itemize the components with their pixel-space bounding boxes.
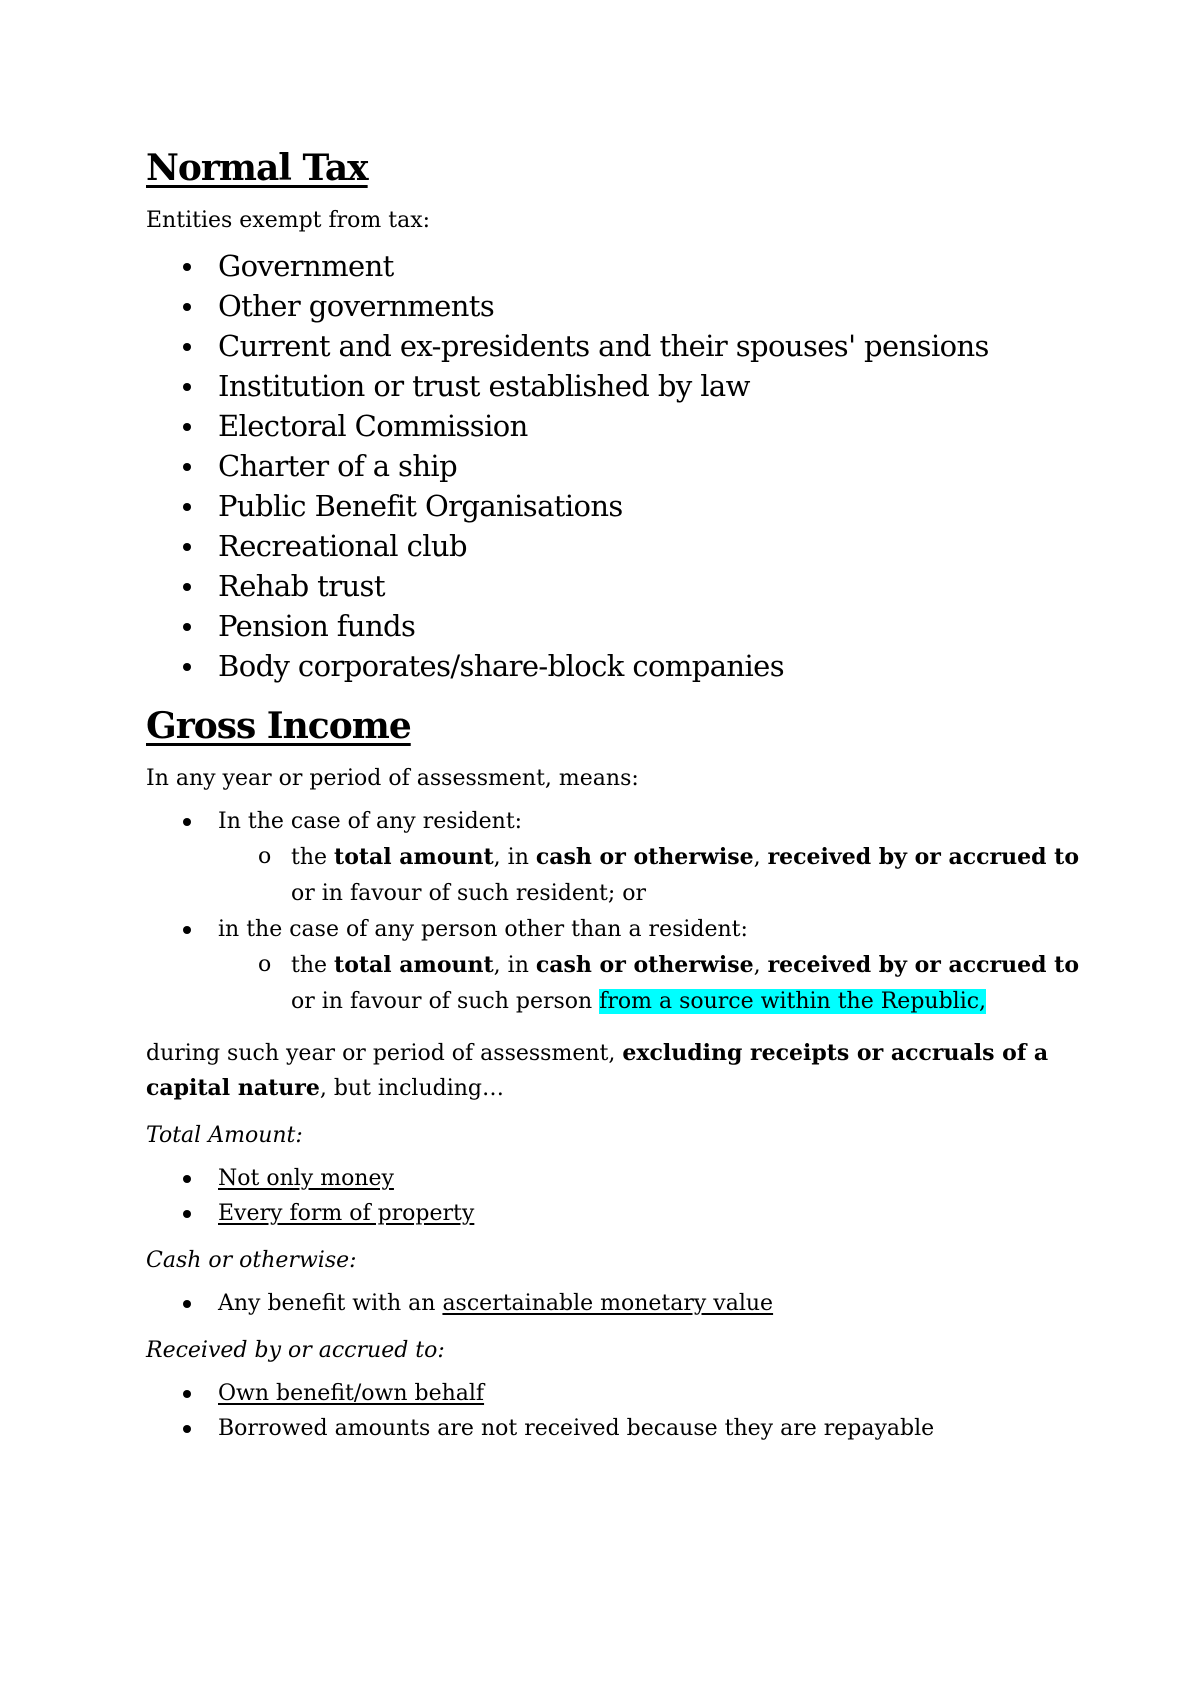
highlighted-source-text: from a source within the Republic, [599, 989, 987, 1014]
list-item-resident [218, 804, 1080, 912]
list-item: Other governments [218, 286, 1080, 326]
list-item: Current and ex-presidents and their spouses' pensions [218, 326, 1080, 366]
list-item [218, 1196, 1080, 1231]
bold-excluding-capital: excluding receipts or accruals of a capital nature [146, 1040, 1049, 1101]
bold-cash-or-otherwise: cash or otherwise [535, 952, 754, 978]
cash-or-otherwise-list [146, 1286, 1080, 1321]
list-item: Recreational club [218, 526, 1080, 566]
list-item: Electoral Commission [218, 406, 1080, 446]
exempt-entities-intro: Entities exempt from tax: [146, 208, 431, 233]
text-run: Any benefit with an [218, 1291, 443, 1316]
text-run: , but including… [319, 1076, 505, 1101]
exempt-entities-list [146, 246, 1080, 686]
non-resident-definition [291, 947, 1080, 1020]
bold-total-amount: total amount [334, 844, 494, 870]
list-item-non-resident [218, 912, 1080, 1020]
list-item: Institution or trust established by law [218, 366, 1080, 406]
label-received-by: Received by or accrued to: [146, 1338, 445, 1363]
list-item: Public Benefit Organisations [218, 486, 1080, 526]
closing-paragraph [146, 1036, 1080, 1106]
bold-received-by: received by or accrued to [767, 952, 1079, 978]
gross-income-intro: In any year or period of assessment, means: [146, 766, 639, 791]
list-item: Body corporates/share-block companies [218, 646, 1080, 686]
list-item: Charter of a ship [218, 446, 1080, 486]
resident-sublist [218, 839, 1080, 912]
label-cash-or-otherwise: Cash or otherwise: [146, 1248, 357, 1273]
text-run: , in [493, 845, 536, 870]
list-item: Rehab trust [218, 566, 1080, 606]
non-resident-sublist [218, 947, 1080, 1020]
list-item: Government [218, 246, 1080, 286]
list-item: Borrowed amounts are not received because they are repayable [218, 1411, 1080, 1446]
heading-gross-income: Gross Income [146, 705, 411, 747]
text-run: or in favour of such resident; or [291, 881, 647, 906]
underlined-text: Not only money [218, 1166, 394, 1191]
underlined-text: Every form of property [218, 1201, 475, 1226]
received-by-list [146, 1376, 1080, 1446]
underlined-text: ascertainable monetary value [442, 1291, 774, 1316]
list-item [218, 1376, 1080, 1411]
list-item [218, 1286, 1080, 1321]
text-run: or in favour of such person [291, 989, 600, 1014]
non-resident-label: in the case of any person other than a resident: [218, 917, 748, 942]
text-run: , [753, 953, 768, 978]
bold-received-by: received by or accrued to [767, 844, 1079, 870]
text-run: , in [493, 953, 536, 978]
list-item [218, 1161, 1080, 1196]
label-total-amount: Total Amount: [146, 1123, 303, 1148]
text-run: during such year or period of assessment, [146, 1041, 623, 1066]
text-run: , [753, 845, 768, 870]
resident-label: In the case of any resident: [218, 809, 523, 834]
resident-definition [291, 839, 1080, 912]
gross-income-definition-list [146, 804, 1080, 1020]
underlined-text: Own benefit/own behalf [218, 1381, 485, 1406]
text-run: the [291, 845, 335, 870]
heading-normal-tax: Normal Tax [146, 147, 368, 189]
list-item: Pension funds [218, 606, 1080, 646]
bold-total-amount: total amount [334, 952, 494, 978]
bold-cash-or-otherwise: cash or otherwise [535, 844, 754, 870]
text-run: the [291, 953, 335, 978]
total-amount-list [146, 1161, 1080, 1231]
